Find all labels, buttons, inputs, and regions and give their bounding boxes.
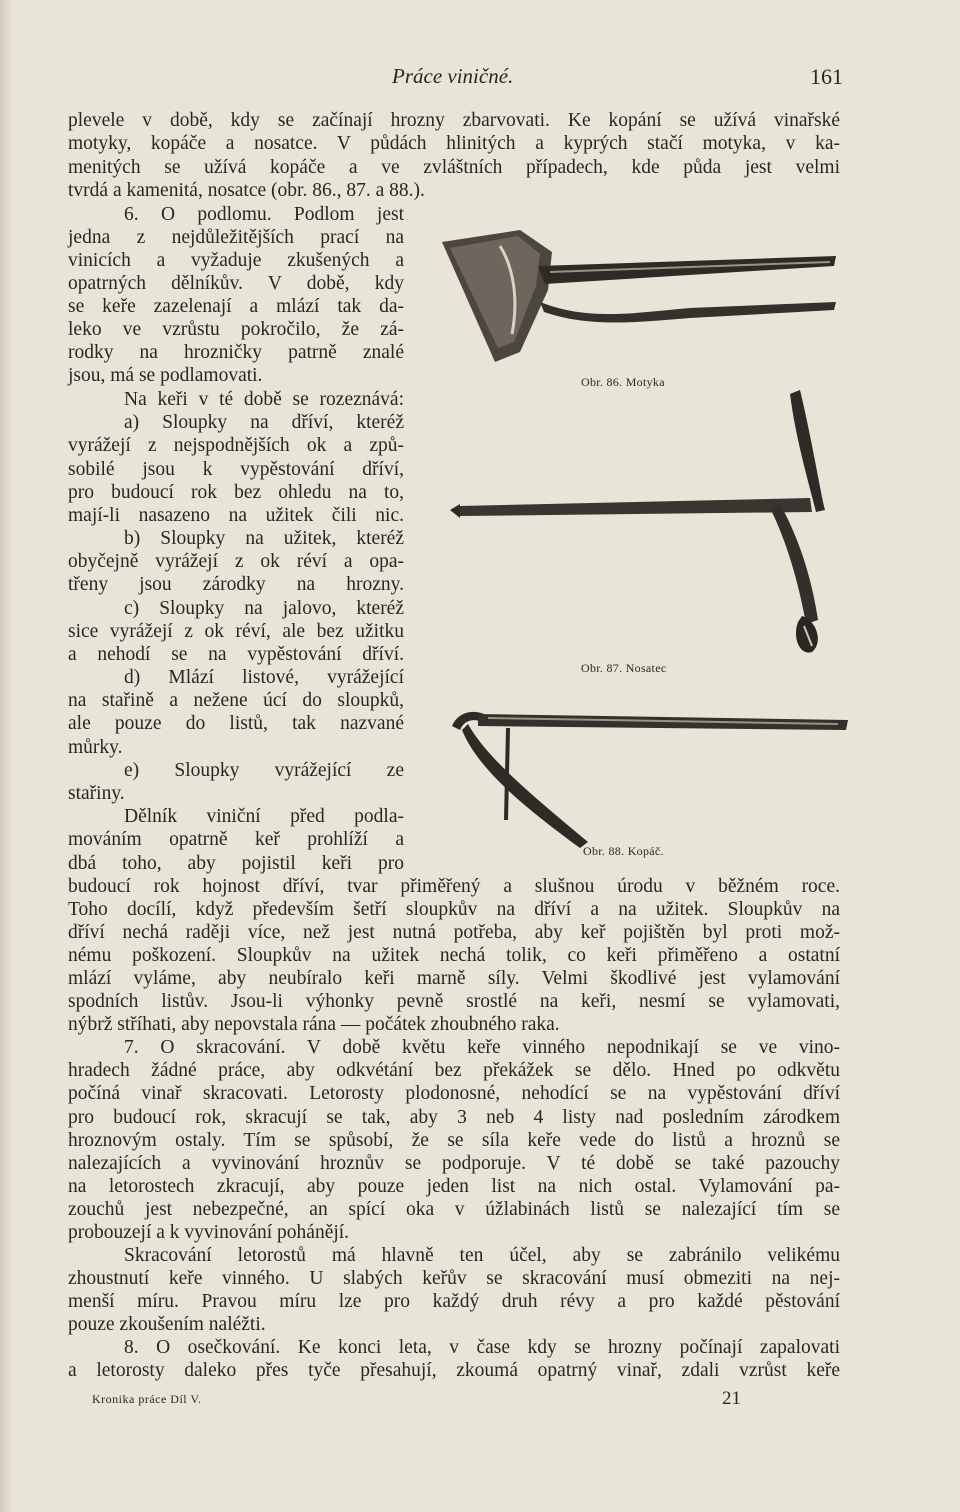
text-line: se keře zazelenají a mlází tak da- xyxy=(68,296,404,317)
text-line: Skracování letorostů má hlavně ten účel, aby se zabránilo velikému xyxy=(124,1245,840,1266)
text-line: dbá toho, aby pojistil keři pro xyxy=(68,853,404,874)
text-line: a letorosty daleko přes tyče přesahují, zkoumá opatrný vinař, zdali vzrůst keře xyxy=(68,1360,840,1381)
running-header-title: Práce viničné. xyxy=(392,64,514,88)
text-line: sobilé jsou k vypěstování dříví, xyxy=(68,459,404,480)
text-line: pro budoucí rok bez ohledu na to, xyxy=(68,482,404,503)
text-line: zhoustnutí keře vinného. U slabých keřův se skracování musí obmeziti na nej- xyxy=(68,1268,840,1289)
text-line: b) Sloupky na užitek, kteréž xyxy=(124,528,404,549)
figure-nosatec-illustration xyxy=(420,380,840,660)
text-line: pouze zkoušením naléžti. xyxy=(68,1314,266,1335)
figure-motyka-illustration xyxy=(440,222,840,372)
text-line: Dělník viniční před podla- xyxy=(124,806,404,827)
text-line: nému poškození. Sloupkův na užitek nechá tolik, co keři přiměřeno a ostatní xyxy=(68,945,840,966)
page-edge-shadow xyxy=(0,0,12,1512)
text-line: e) Sloupky vyrážející ze xyxy=(124,760,404,781)
text-line: Toho docílí, když především šetří sloupkův na dříví a na užitek. Sloupkův na xyxy=(68,899,840,920)
text-line: a) Sloupky na dříví, kteréž xyxy=(124,412,404,433)
text-line: můrky. xyxy=(68,737,123,758)
text-line: rodky na hrozničky patrně znalé xyxy=(68,342,404,363)
signature-mark: 21 xyxy=(722,1388,741,1409)
figure-caption: Obr. 87. Nosatec xyxy=(581,661,667,675)
text-line: plevele v době, kdy se začínají hrozny zbarvovati. Ke kopání se užívá vinařské xyxy=(68,110,840,131)
text-line: vinicích a vyžaduje zkušených a xyxy=(68,250,404,271)
figure-caption: Obr. 88. Kopáč. xyxy=(583,844,664,858)
text-line: probouzejí a k vyvinování pohánějí. xyxy=(68,1222,350,1243)
text-line: nalezajících a vyvinování hroznův se podporuje. V té době se také pazouchy xyxy=(68,1153,840,1174)
text-line: na stařině a nežene úcí do sloupků, xyxy=(68,690,404,711)
text-line: 6. O podlomu. Podlom jest xyxy=(124,204,404,225)
text-line: jedna z nejdůležitějších prací na xyxy=(68,227,404,248)
text-line: menitých se užívá kopáče a ve zvláštních případech, kde půda jest velmi xyxy=(68,157,840,178)
text-line: jsou, má se podlamovati. xyxy=(68,365,263,386)
page-number: 161 xyxy=(810,64,843,89)
text-line: menší míru. Pravou míru lze pro každý druh révy a pro každé pěstování xyxy=(68,1291,840,1312)
text-line: ale pouze do listů, tak nazvané xyxy=(68,713,404,734)
text-line: budoucí rok hojnost dříví, tvar přiměřený a slušnou úrodu v běžném roce. xyxy=(68,876,840,897)
text-line: sice vyrážejí z ok réví, ale bez užitku xyxy=(68,621,404,642)
text-line: vyrážejí z nejspodnějších ok a způ- xyxy=(68,435,404,456)
text-line: hroznovým ostaly. Tím se spůsobí, že se síla keře vede do listů a hroznů se xyxy=(68,1130,840,1151)
text-line: pro budoucí rok, skracují se tak, aby 3 neb 4 listy nad posledním zárodkem xyxy=(68,1107,840,1128)
text-line: na letorostech zkracují, aby pouze jeden list na nich ostal. Vylamování pa- xyxy=(68,1176,840,1197)
text-line: leko ve vzrůstu pokročilo, že zá- xyxy=(68,319,404,340)
text-line: třeny jsou zárodky na hrozny. xyxy=(68,574,404,595)
text-line: dříví nechá raději více, než jest nutná potřeba, aby keř pojištěn byl proti mož- xyxy=(68,922,840,943)
text-line: Na keři v té době se rozeznává: xyxy=(124,389,404,410)
text-line: opatrných dělníkův. V době, kdy xyxy=(68,273,404,294)
text-line: zouchů jest nebezpečné, an spící oka v úžlabinách listů se nalezající tím se xyxy=(68,1199,840,1220)
figure-kopac-illustration xyxy=(448,700,848,850)
text-line: motyky, kopáče a nosatce. V půdách hlinitých a kyprých stačí motyka, v ka- xyxy=(68,133,840,154)
text-line: d) Mlází listové, vyrážející xyxy=(124,667,404,688)
text-line: spodních listův. Jsou-li výhonky pevně srostlé na keři, nesmí se vylamovati, xyxy=(68,991,840,1012)
text-line: počíná vinař skracovati. Letorosty plodonosné, nehodící se na vypěstování dříví xyxy=(68,1083,840,1104)
text-line: a nehodí se na vypěstování dříví. xyxy=(68,644,404,665)
text-line: 8. O osečkování. Ke konci leta, v čase kdy se hrozny počínají zapalovati xyxy=(124,1337,840,1358)
footer-publication: Kronika práce Díl V. xyxy=(92,1392,202,1406)
text-line: mlází vylámе, aby neubíralo keři marně síly. Velmi škodlivé jest vylamování xyxy=(68,968,840,989)
text-line: mováním opatrně keř prohlíží a xyxy=(68,829,404,850)
text-line: hradech žádné práce, aby odkvétání bez překážek se dělo. Hned po odkvětu xyxy=(68,1060,840,1081)
text-line: 7. O skracování. V době květu keře vinného nepodnikají se ve vino- xyxy=(124,1037,840,1058)
text-line: stařiny. xyxy=(68,783,125,804)
figure-caption: Obr. 86. Motyka xyxy=(581,375,665,389)
text-line: mají-li nasazeno na užitek čili nic. xyxy=(68,505,404,526)
text-line: obyčejně vyrážejí z ok réví a opa- xyxy=(68,551,404,572)
text-line: nýbrž stříhati, aby nepovstala rána — počátek zhoubného raka. xyxy=(68,1014,560,1035)
text-line: c) Sloupky na jalovo, kteréž xyxy=(124,598,404,619)
text-line: tvrdá a kamenitá, nosatce (obr. 86., 87. a 88.). xyxy=(68,180,425,201)
